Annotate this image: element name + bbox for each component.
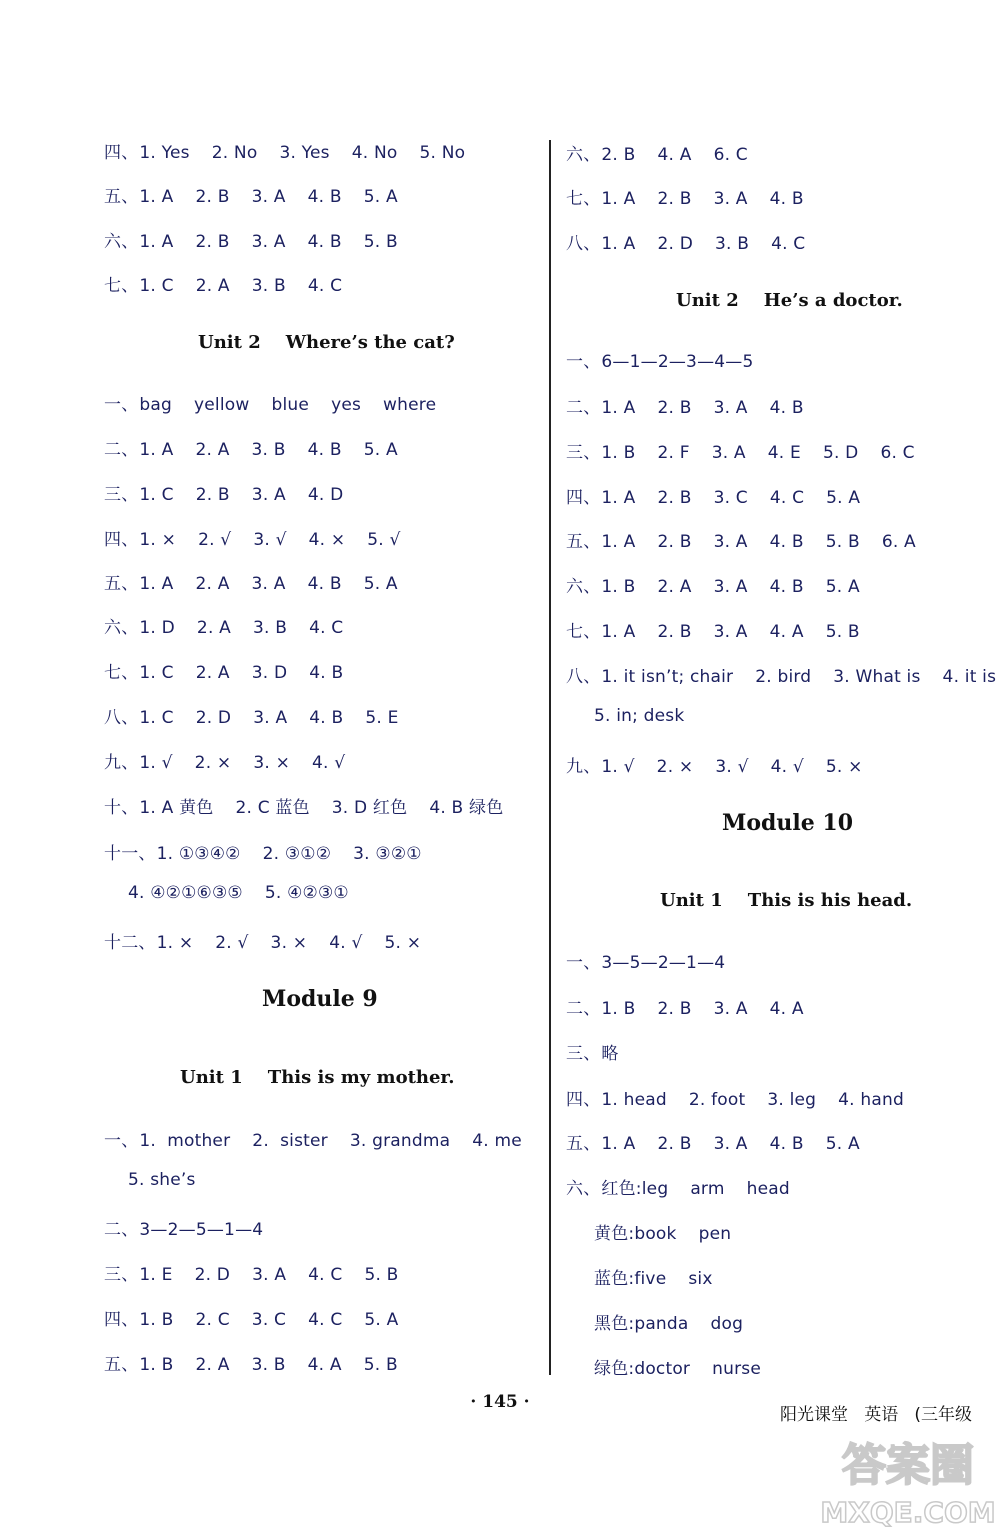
answer-item: 3. A: [713, 999, 748, 1019]
answer-line: [104, 525, 423, 550]
question-number: 三、: [566, 443, 601, 463]
watermark-logo: [818, 1420, 998, 1535]
answer-item: 3. D: [251, 663, 288, 683]
question-number: 六、: [566, 1179, 601, 1199]
answer-item: 4. B: [769, 398, 804, 418]
question-number: 八、: [566, 667, 601, 687]
answer-item: 2. B: [657, 488, 692, 508]
answer-item: 2. B: [657, 1134, 692, 1154]
answer-item: 1. A: [139, 187, 174, 207]
answer-item: yes: [331, 395, 362, 415]
answer-item: 3—2—5—1—4: [139, 1220, 264, 1240]
answer-item: yellow: [194, 395, 250, 415]
answer-item: 2. C: [195, 1310, 230, 1330]
answer-line: [566, 572, 882, 597]
answer-item: blue: [271, 395, 310, 415]
answer-item: 4. A: [657, 145, 692, 165]
answer-line: [104, 227, 420, 252]
answer-line: [566, 229, 827, 254]
answer-item: 6. A: [881, 532, 916, 552]
unit-heading: Unit 2 He’s a doctor.: [676, 290, 903, 311]
answer-item: 2. B: [657, 398, 692, 418]
answer-line: [104, 435, 420, 460]
answer-line: [104, 793, 525, 818]
answer-line: [104, 138, 487, 163]
answer-item: 4. A: [769, 999, 804, 1019]
answer-item: 3—5—2—1—4: [601, 953, 726, 973]
answer-item: 5. A: [363, 187, 398, 207]
answer-line: [566, 140, 770, 165]
answer-item: 1. it isn’t; chair: [601, 667, 734, 687]
answer-line: [566, 948, 747, 973]
question-number: 七、: [104, 276, 139, 296]
answer-item: 3. A: [711, 443, 746, 463]
answer-line: [566, 347, 776, 372]
answer-item: 2. No: [211, 143, 258, 163]
answer-item: pen: [698, 1224, 732, 1244]
answer-line: [566, 752, 885, 777]
answer-item: 6. C: [880, 443, 915, 463]
answer-item: 2. B: [195, 485, 230, 505]
answer-item: 3. leg: [767, 1090, 817, 1110]
answer-item: 黄色:book: [594, 1224, 677, 1244]
answer-item: 2. A: [195, 663, 230, 683]
answer-item: 3. A: [713, 1134, 748, 1154]
answer-item: 4. B: [769, 532, 804, 552]
answer-item: 1. A: [139, 232, 174, 252]
answer-item: 4. ④②①⑥③⑤: [128, 883, 243, 903]
unit-heading: Unit 1 This is my mother.: [180, 1067, 455, 1088]
answer-item: 4. B: [769, 577, 804, 597]
answer-item: 6—1—2—3—4—5: [601, 352, 754, 372]
answer-item: 2. A: [195, 574, 230, 594]
answer-item: where: [383, 395, 437, 415]
answer-item: 1. B: [139, 1310, 174, 1330]
question-number: 四、: [104, 143, 139, 163]
answer-item: 5. ×: [825, 757, 863, 777]
answer-line: [104, 480, 365, 505]
answer-line: [566, 393, 826, 418]
answer-item: 4. √: [312, 753, 346, 773]
answer-item: 3. √: [715, 757, 749, 777]
answer-item: dog: [710, 1314, 744, 1334]
answer-item: 1. D: [139, 618, 175, 638]
answer-line: [566, 438, 937, 463]
answer-line: [594, 1309, 765, 1334]
question-number: 七、: [566, 622, 601, 642]
answer-item: 4. B: [307, 187, 342, 207]
answer-line: [104, 703, 421, 728]
question-number: 一、: [104, 395, 139, 415]
answer-item: 5. D: [822, 443, 859, 463]
question-number: 七、: [104, 663, 139, 683]
question-number: 二、: [566, 999, 601, 1019]
answer-item: 1. B: [601, 443, 636, 463]
answer-line: [566, 184, 826, 209]
answer-item: 3. A: [253, 708, 288, 728]
answer-item: 2. ③①②: [262, 844, 332, 864]
answer-item: 3. A: [713, 532, 748, 552]
answer-item: 2. sister: [252, 1131, 328, 1151]
question-number: 二、: [104, 1220, 139, 1240]
answer-item: 5. No: [419, 143, 466, 163]
answer-item: 5. A: [825, 577, 860, 597]
answer-line: [104, 1260, 421, 1285]
answer-line: [566, 483, 882, 508]
question-number: 八、: [104, 708, 139, 728]
answer-item: 4. hand: [838, 1090, 904, 1110]
answer-item: 1. C: [139, 708, 174, 728]
question-number: 三、: [104, 485, 139, 505]
answer-item: 6. C: [713, 145, 748, 165]
answer-item: 3. B: [251, 1355, 286, 1375]
answer-item: 1. A: [601, 1134, 636, 1154]
answer-item: 1. B: [139, 1355, 174, 1375]
answer-line: [104, 658, 365, 683]
answer-item: 4. No: [351, 143, 398, 163]
answer-item: 3. A: [713, 622, 748, 642]
answer-item: 4. C: [308, 1310, 343, 1330]
answer-item: 1. A: [601, 622, 636, 642]
answer-line: [104, 1215, 285, 1240]
answer-item: 3. B: [251, 440, 286, 460]
module-heading: Module 9: [262, 986, 378, 1012]
answer-item: 4. B: [309, 708, 344, 728]
answer-item: 3. A: [251, 187, 286, 207]
answer-item: 1. A: [139, 574, 174, 594]
answer-item: 1. A: [601, 488, 636, 508]
answer-line: [104, 569, 420, 594]
answer-item: 1. C: [139, 663, 174, 683]
answer-item: 4. B: [307, 232, 342, 252]
answer-item: 略: [601, 1044, 619, 1064]
watermark-text-top: 答案圈: [842, 1440, 974, 1491]
answer-line: [104, 390, 458, 415]
answer-item: 1. Yes: [139, 143, 190, 163]
question-number: 四、: [104, 1310, 139, 1330]
answer-item: 1. A: [139, 440, 174, 460]
answer-item: 5. A: [364, 1310, 399, 1330]
answer-item: 1. C: [139, 276, 174, 296]
answer-item: 红色:leg: [601, 1179, 669, 1199]
answer-item: 2. √: [198, 530, 232, 550]
answer-line: [566, 994, 826, 1019]
unit-heading: Unit 2 Where’s the cat?: [198, 332, 455, 353]
answer-item: 3. √: [253, 530, 287, 550]
answer-line: [104, 182, 420, 207]
answer-item: 5. B: [364, 1265, 399, 1285]
answer-item: 4. it is: [942, 667, 997, 687]
answer-item: 1. A: [601, 189, 636, 209]
question-number: 六、: [104, 232, 139, 252]
answer-item: 2. B: [657, 189, 692, 209]
answer-item: 2. A: [657, 577, 692, 597]
answer-line: [128, 1170, 218, 1190]
answer-line: [594, 1264, 735, 1289]
answer-item: 5. ×: [384, 933, 422, 953]
answer-line: [104, 271, 364, 296]
question-number: 二、: [104, 440, 139, 460]
answer-item: 1. √: [601, 757, 635, 777]
answer-item: 5. ④②③①: [264, 883, 349, 903]
answer-item: 3. C: [713, 488, 748, 508]
answer-item: 3. A: [713, 398, 748, 418]
answer-line: [566, 617, 882, 642]
question-number: 十二、: [104, 933, 156, 953]
answer-item: 3. Yes: [279, 143, 330, 163]
unit-heading: Unit 1 This is his head.: [660, 890, 913, 911]
answer-item: 2. D: [194, 1265, 231, 1285]
answer-item: 1. ×: [139, 530, 177, 550]
answer-item: 4. ×: [308, 530, 346, 550]
answer-item: 4. C: [308, 1265, 343, 1285]
answer-item: 蓝色:five: [594, 1269, 667, 1289]
answer-item: 3. A: [713, 577, 748, 597]
answer-item: 3. ③②①: [353, 844, 422, 864]
answer-item: 3. C: [251, 1310, 287, 1330]
answer-item: 3. grandma: [349, 1131, 451, 1151]
answer-item: 1. head: [601, 1090, 667, 1110]
answer-item: 4. A: [307, 1355, 342, 1375]
answer-line: [566, 1174, 812, 1199]
watermark-text-bottom: MXQE.COM: [820, 1496, 996, 1529]
answer-item: arm: [690, 1179, 725, 1199]
answer-item: 4. me: [472, 1131, 522, 1151]
answer-item: 绿色:doctor: [594, 1359, 691, 1379]
question-number: 六、: [566, 577, 601, 597]
answer-item: 4. D: [307, 485, 344, 505]
answer-item: 4. A: [769, 622, 804, 642]
answer-item: 5. she’s: [128, 1170, 196, 1190]
answer-item: 1. A 黄色: [139, 798, 214, 818]
answer-item: 1. A: [601, 532, 636, 552]
answer-item: 3. What is: [833, 667, 921, 687]
answer-item: 4. B: [307, 440, 342, 460]
answer-item: 5. B: [825, 622, 860, 642]
question-number: 二、: [566, 398, 601, 418]
question-number: 一、: [566, 352, 601, 372]
answer-item: 5. A: [826, 488, 861, 508]
question-number: 六、: [566, 145, 601, 165]
answer-item: 1. A: [601, 234, 636, 254]
answer-line: [104, 1126, 544, 1151]
question-number: 五、: [104, 1355, 139, 1375]
answer-item: 2. B: [195, 187, 230, 207]
answer-item: 1. E: [139, 1265, 173, 1285]
answer-item: 3. B: [714, 234, 750, 254]
answer-item: 2. D: [195, 708, 232, 728]
answer-item: 3. ×: [253, 753, 291, 773]
answer-item: 3. A: [251, 485, 286, 505]
question-number: 十、: [104, 798, 139, 818]
answer-line: [104, 1350, 420, 1375]
answer-item: 4. B: [307, 574, 342, 594]
book-title: 阳光课堂 英语 (三年级: [780, 1405, 973, 1425]
answer-item: 2. √: [215, 933, 249, 953]
answer-item: 3. A: [252, 1265, 287, 1285]
answer-item: 4. B: [769, 189, 804, 209]
question-number: 七、: [566, 189, 601, 209]
answer-line: [104, 928, 443, 953]
answer-line: [566, 662, 1000, 687]
answer-item: 5. √: [367, 530, 401, 550]
answer-item: 4. B: [769, 1134, 804, 1154]
answer-item: head: [746, 1179, 790, 1199]
answer-item: 2. foot: [688, 1090, 746, 1110]
question-number: 五、: [104, 574, 139, 594]
answer-item: 5. B: [363, 1355, 398, 1375]
answer-item: 3. A: [251, 574, 286, 594]
page-number: · 145 ·: [470, 1392, 530, 1412]
answer-item: bag: [139, 395, 173, 415]
answer-item: 2. B: [657, 622, 692, 642]
answer-item: 1. √: [139, 753, 173, 773]
question-number: 一、: [566, 953, 601, 973]
answer-item: 1. B: [601, 999, 636, 1019]
answer-item: 5. E: [365, 708, 399, 728]
answer-item: 黑色:panda: [594, 1314, 689, 1334]
answer-item: 1. B: [601, 577, 636, 597]
answer-item: 1. ①③④②: [156, 844, 241, 864]
answer-line: [128, 883, 371, 903]
answer-line: [566, 527, 938, 552]
answer-line: [104, 748, 367, 773]
answer-item: 5. A: [825, 1134, 860, 1154]
answer-item: 2. F: [657, 443, 690, 463]
answer-item: 4. B: [309, 663, 344, 683]
answer-item: 3. D 红色: [331, 798, 408, 818]
answer-item: six: [688, 1269, 713, 1289]
answer-item: 5. B: [825, 532, 860, 552]
answer-item: 4. B 绿色: [429, 798, 504, 818]
question-number: 五、: [566, 532, 601, 552]
answer-item: 2. B: [601, 145, 636, 165]
question-number: 九、: [104, 753, 139, 773]
answer-item: 5. A: [363, 440, 398, 460]
answer-line: [104, 1305, 420, 1330]
answer-item: 2. bird: [755, 667, 812, 687]
answer-item: 2. D: [657, 234, 693, 254]
answer-line: [566, 1085, 926, 1110]
answer-item: 1. ×: [156, 933, 194, 953]
question-number: 四、: [566, 488, 601, 508]
answer-item: 4. √: [770, 757, 804, 777]
question-number: 五、: [104, 187, 139, 207]
answer-item: 1. mother: [139, 1131, 231, 1151]
answer-item: 2. B: [195, 232, 230, 252]
question-number: 五、: [566, 1134, 601, 1154]
answer-item: 2. ×: [656, 757, 694, 777]
answer-item: 2. B: [657, 532, 692, 552]
answer-item: 2. A: [195, 1355, 230, 1375]
answer-item: 5. B: [363, 232, 398, 252]
answer-item: 4. C: [769, 488, 805, 508]
answer-item: 4. C: [307, 276, 343, 296]
answer-line: [594, 706, 706, 726]
answer-item: 3. B: [251, 276, 286, 296]
question-number: 一、: [104, 1131, 139, 1151]
answer-item: 1. C: [139, 485, 174, 505]
question-number: 九、: [566, 757, 601, 777]
question-number: 四、: [566, 1090, 601, 1110]
answer-line: [594, 1354, 783, 1379]
answer-line: [566, 1039, 641, 1064]
question-number: 八、: [566, 234, 601, 254]
answer-item: 2. B: [657, 999, 692, 1019]
answer-item: 4. C: [309, 618, 344, 638]
answer-line: [566, 1129, 882, 1154]
answer-item: 2. A: [195, 276, 230, 296]
answer-item: 4. C: [771, 234, 806, 254]
answer-item: 4. E: [767, 443, 801, 463]
answer-item: 2. ×: [194, 753, 232, 773]
answer-item: 2. A: [195, 440, 230, 460]
answer-item: 1. A: [601, 398, 636, 418]
answer-item: 5. in; desk: [594, 706, 685, 726]
question-number: 三、: [104, 1265, 139, 1285]
answer-line: [104, 613, 365, 638]
answer-item: 5. A: [363, 574, 398, 594]
answer-item: 2. C 蓝色: [235, 798, 310, 818]
question-number: 四、: [104, 530, 139, 550]
question-number: 三、: [566, 1044, 601, 1064]
answer-item: 2. A: [196, 618, 231, 638]
answer-item: 3. A: [251, 232, 286, 252]
answer-item: 3. ×: [270, 933, 308, 953]
question-number: 十一、: [104, 844, 156, 864]
answer-item: 3. B: [252, 618, 288, 638]
column-divider: [549, 140, 551, 1375]
answer-line: [594, 1219, 753, 1244]
answer-item: 3. A: [713, 189, 748, 209]
module-heading: Module 10: [722, 810, 854, 836]
question-number: 六、: [104, 618, 139, 638]
answer-item: 4. √: [329, 933, 363, 953]
answer-line: [104, 839, 444, 864]
answer-item: nurse: [712, 1359, 761, 1379]
